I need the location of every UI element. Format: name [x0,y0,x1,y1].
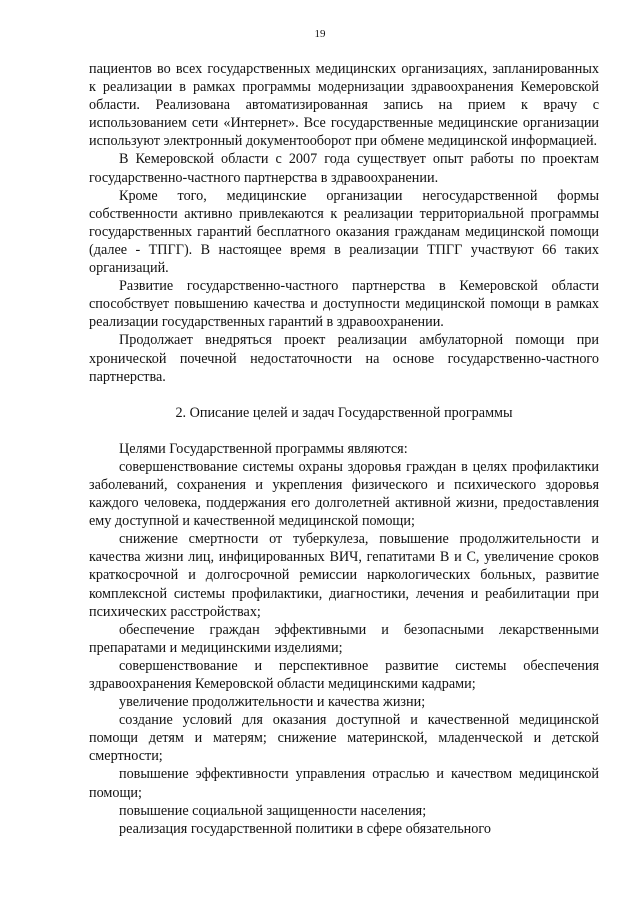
document-body [89,60,599,838]
goal-item: снижение смертности от туберкулеза, повышение продолжительности и качества жизни лиц, инфицированных ВИЧ, гепатитами В и С, увеличение сроков краткосрочной и долгосрочной ремиссии наркологических больных, развитие комплексной системы профилактики, диагностики, лечения и реабилитации при психических расстройствах; [89,531,599,620]
goal-item: повышение эффективности управления отраслью и качеством медицинской помощи; [89,766,599,801]
goal-item: увеличение продолжительности и качества жизни; [119,694,426,711]
goal-item: создание условий для оказания доступной и качественной медицинской помощи детям и матерям; снижение материнской, младенческой и детской смертности; [89,712,599,765]
goal-item: реализация государственной политики в сфере обязательного [119,820,491,837]
goal-item: совершенствование и перспективное развитие системы обеспечения здравоохранения Кемеровской области медицинскими кадрами; [89,657,599,692]
paragraph: В Кемеровской области с 2007 года существует опыт работы по проектам государственно-частного партнерства в здравоохранении. [89,151,599,186]
section-heading: 2. Описание целей и задач Государственной программы [175,404,513,421]
goal-item: обеспечение граждан эффективными и безопасными лекарственными препаратами и медицинскими изделиями; [89,621,599,656]
goal-item: повышение социальной защищенности населения; [119,802,427,819]
paragraph: Кроме того, медицинские организации негосударственной формы собственности активно привлекаются к реализации территориальной программы государственных гарантий бесплатного оказания гражданам медицинской помощи (далее - ТПГГ). В настоящее время в реализации ТПГГ участвуют 66 таких организаций. [89,187,599,277]
paragraph: Продолжает внедряться проект реализации амбулаторной помощи при хронической почечной недостаточности на основе государственно-частного партнерства. [89,332,599,385]
goal-item: совершенствование системы охраны здоровья граждан в целях профилактики заболеваний, сохранения и укрепления физического и психического здоровья каждого человека, поддержания его долголетней активной жизни, предоставления ему доступной и качественной медицинской помощи; [89,458,599,530]
paragraph-continuation: пациентов во всех государственных медицинских организациях, запланированных к реализации в рамках программы модернизации здравоохранения Кемеровской области. Реализована автоматизированная запись на прием к врачу с использованием сети «Интернет». Все государственные медицинские организации используют электронный документооборот при обмене медицинской информацией. [89,61,599,150]
page-number: 19 [314,28,326,40]
section-intro: Целями Государственной программы являются: [119,440,408,457]
paragraph: Развитие государственно-частного партнерства в Кемеровской области способствует повышению качества и доступности медицинской помощи в рамках реализации государственных гарантий в здравоохранении. [89,278,599,331]
